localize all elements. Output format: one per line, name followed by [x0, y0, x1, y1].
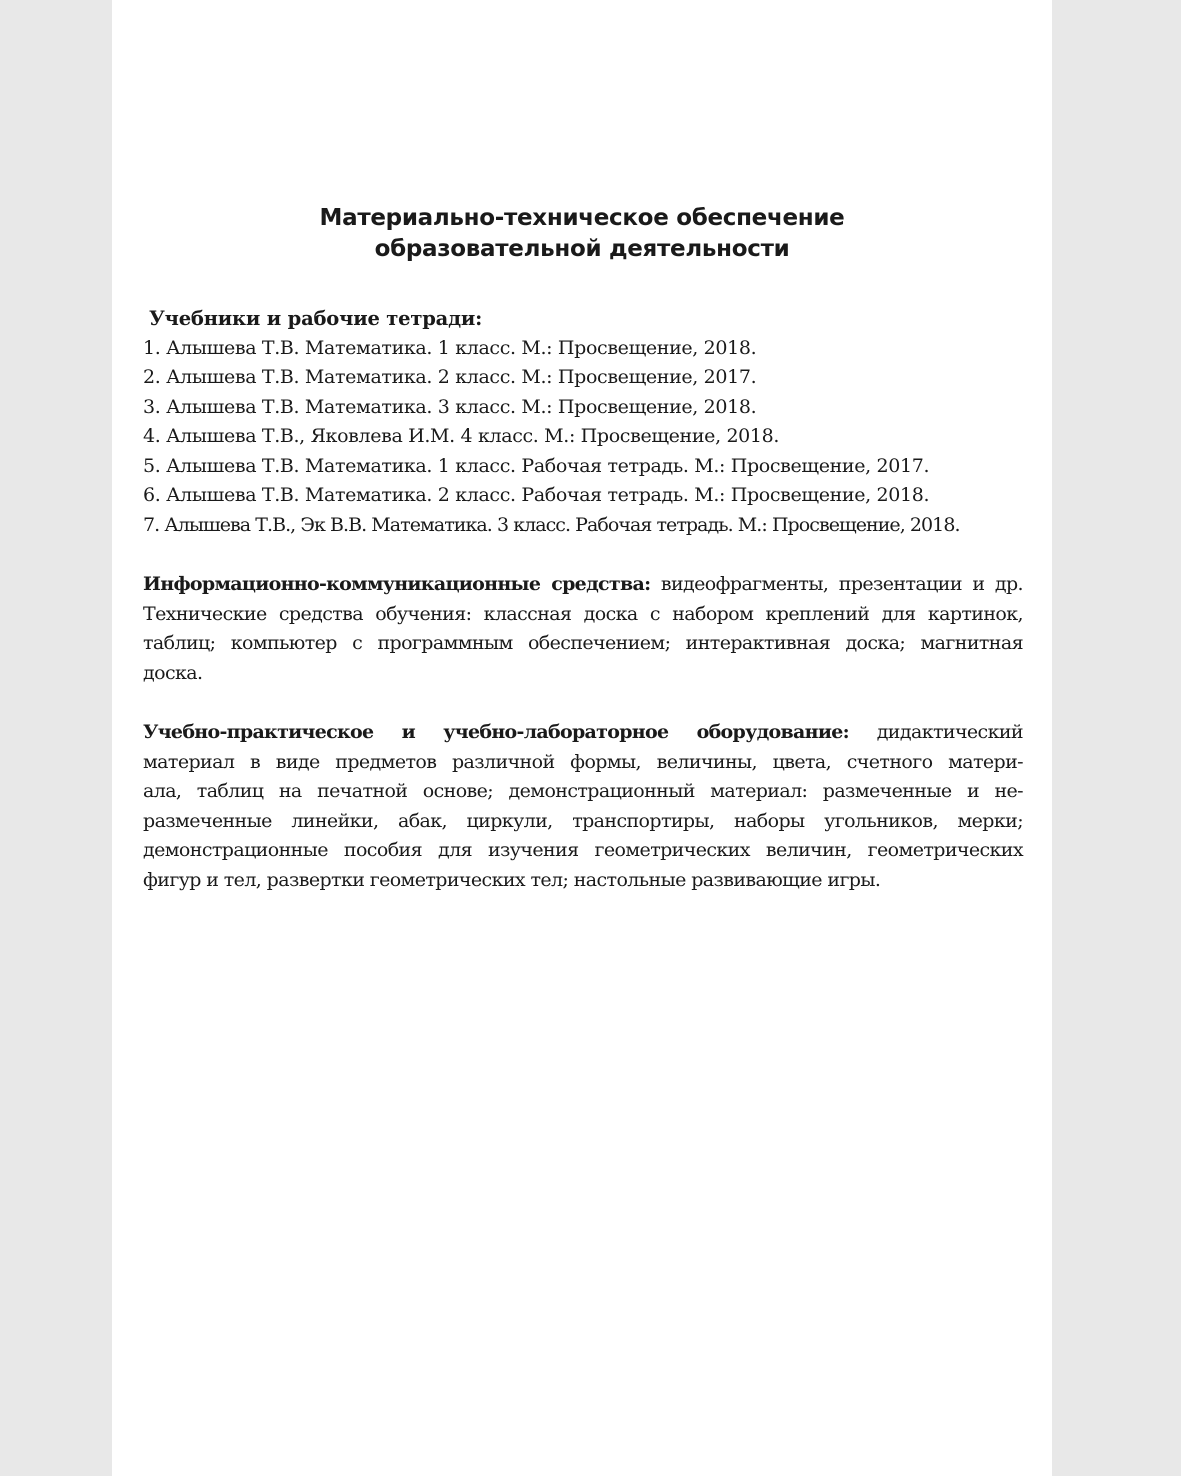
textbooks-heading: Учебники и рабочие тетради: — [149, 307, 483, 330]
equipment-line-1-text: дидактический — [848, 721, 1023, 743]
ict-paragraph — [143, 570, 1023, 688]
list-item: 2. Алышева Т.В. Математика. 2 класс. М.: Просвещение, 2017. — [143, 366, 757, 388]
document-body — [143, 304, 1023, 895]
list-item: 7. Алышева Т.В., Эк В.В. Математика. 3 класс. Рабочая тетрадь. М.: Просвещение, 2018. — [143, 513, 960, 536]
equipment-heading: Учебно-практическое и учебно-лабораторное оборудование: — [143, 721, 849, 743]
equipment-line-2: материал в виде предметов различной формы, величины, цвета, счетного матери- — [143, 750, 1023, 773]
title-line-1: Материально-техническое обеспечение — [319, 205, 845, 231]
equipment-line-3: ала, таблиц на печатной основе; демонстрационный материал: размеченные и не- — [143, 780, 1023, 802]
ict-line-1-text: видеофрагменты, презентации и др. — [650, 573, 1023, 595]
list-item: 1. Алышева Т.В. Математика. 1 класс. М.: Просвещение, 2018. — [143, 336, 757, 359]
equipment-paragraph — [143, 718, 1023, 895]
ict-heading: Информационно-коммуникационные средства: — [143, 573, 651, 595]
page-title — [112, 203, 1052, 265]
equipment-line-4: размеченные линейки, абак, циркули, транспортиры, наборы угольников, мерки; — [143, 809, 1023, 832]
list-item: 6. Алышева Т.В. Математика. 2 класс. Рабочая тетрадь. М.: Просвещение, 2018. — [143, 484, 930, 506]
textbooks-list — [143, 334, 1023, 541]
list-item: 5. Алышева Т.В. Математика. 1 класс. Рабочая тетрадь. М.: Просвещение, 2017. — [143, 454, 930, 477]
ict-line-4: доска. — [143, 661, 203, 684]
list-item: 3. Алышева Т.В. Математика. 3 класс. М.: Просвещение, 2018. — [143, 395, 757, 418]
document-page — [112, 0, 1052, 1476]
list-item: 4. Алышева Т.В., Яковлева И.М. 4 класс. М.: Просвещение, 2018. — [143, 425, 780, 447]
equipment-line-1 — [143, 718, 1023, 748]
title-line-2: образовательной деятельности — [374, 236, 790, 262]
ict-line-2: Технические средства обучения: классная доска с набором креплений для картинок, — [143, 602, 1023, 625]
equipment-line-6: фигур и тел, развертки геометрических тел; настольные развивающие игры. — [143, 868, 881, 891]
ict-line-3: таблиц; компьютер с программным обеспечением; интерактивная доска; магнитная — [143, 632, 1023, 654]
equipment-line-5: демонстрационные пособия для изучения геометрических величин, геометрических — [143, 839, 1023, 861]
ict-line-1 — [143, 570, 1023, 600]
